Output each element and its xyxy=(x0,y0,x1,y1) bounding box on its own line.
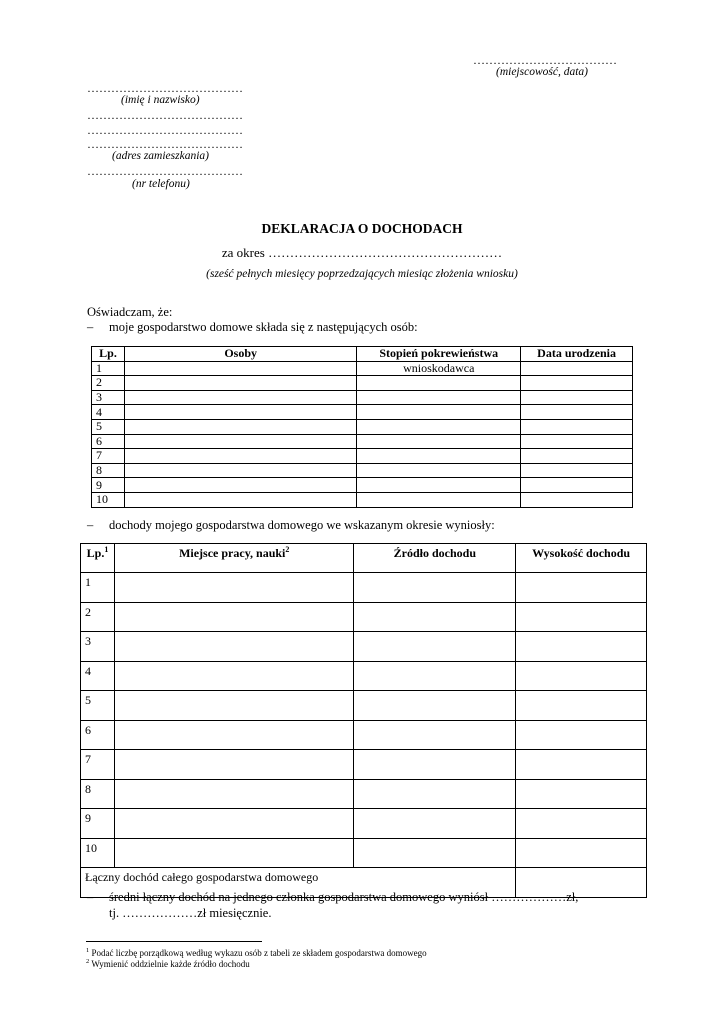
source-cell[interactable] xyxy=(354,720,516,750)
place-date-caption: (miejscowość, data) xyxy=(496,66,588,78)
footnote-2-number: 2 xyxy=(86,958,90,965)
person-cell[interactable] xyxy=(124,492,356,507)
income-header-lp-label: Lp. xyxy=(86,546,105,560)
bullet-income: dochody mojego gospodarstwa domowego we wskazanym okresie wyniosły: xyxy=(109,518,495,532)
row-number: 8 xyxy=(92,463,125,478)
relation-cell[interactable] xyxy=(357,478,521,493)
source-cell[interactable] xyxy=(354,691,516,721)
person-cell[interactable] xyxy=(124,449,356,464)
table-row xyxy=(92,434,633,449)
relation-cell[interactable] xyxy=(357,390,521,405)
household-header-lp: Lp. xyxy=(92,347,125,362)
row-number: 1 xyxy=(92,361,125,376)
footnote-1-number: 1 xyxy=(86,947,90,954)
address-dots-1: ………………………………… xyxy=(87,108,243,122)
birthdate-cell[interactable] xyxy=(521,449,633,464)
source-cell[interactable] xyxy=(354,779,516,809)
amount-cell[interactable] xyxy=(516,691,647,721)
phone-caption: (nr telefonu) xyxy=(132,178,190,190)
source-cell[interactable] xyxy=(354,632,516,662)
row-number: 9 xyxy=(92,478,125,493)
amount-cell[interactable] xyxy=(516,750,647,780)
row-number: 3 xyxy=(81,632,115,662)
row-number: 1 xyxy=(81,573,115,603)
intro-text: Oświadczam, że: xyxy=(87,305,173,319)
relation-cell[interactable] xyxy=(357,434,521,449)
place-date-dots: ……………………………… xyxy=(473,53,617,67)
table-row xyxy=(92,376,633,391)
amount-cell[interactable] xyxy=(516,602,647,632)
row-number: 6 xyxy=(81,720,115,750)
birthdate-cell[interactable] xyxy=(521,361,633,376)
amount-cell[interactable] xyxy=(516,779,647,809)
workplace-cell[interactable] xyxy=(114,750,353,780)
income-header-workplace xyxy=(114,544,353,573)
person-cell[interactable] xyxy=(124,361,356,376)
table-row xyxy=(81,750,647,780)
address-caption: (adres zamieszkania) xyxy=(112,150,209,162)
row-number: 8 xyxy=(81,779,115,809)
source-cell[interactable] xyxy=(354,602,516,632)
income-header-amount: Wysokość dochodu xyxy=(516,544,647,573)
person-cell[interactable] xyxy=(124,390,356,405)
period-line: za okres ……………………………………………… xyxy=(221,245,503,260)
table-row xyxy=(81,632,647,662)
average-income-line-1: średni łączny dochód na jednego członka gospodarstwa domowego wyniósł ………………zł, xyxy=(109,890,579,904)
table-row xyxy=(92,390,633,405)
footnote-1-text: Podać liczbę porządkową według wykazu osób z tabeli ze składem gospodarstwa domowego xyxy=(91,948,427,958)
table-row xyxy=(81,838,647,868)
relation-cell[interactable] xyxy=(357,419,521,434)
source-cell[interactable] xyxy=(354,809,516,839)
table-row xyxy=(81,809,647,839)
workplace-cell[interactable] xyxy=(114,573,353,603)
table-row xyxy=(92,492,633,507)
period-note: (sześć pełnych miesięcy poprzedzających miesiąc złożenia wniosku) xyxy=(206,268,518,280)
household-header-persons: Osoby xyxy=(124,347,356,362)
income-table xyxy=(80,543,647,898)
row-number: 2 xyxy=(92,376,125,391)
workplace-cell[interactable] xyxy=(114,720,353,750)
row-number: 7 xyxy=(92,449,125,464)
income-header-source: Źródło dochodu xyxy=(354,544,516,573)
relation-cell[interactable] xyxy=(357,449,521,464)
table-row xyxy=(92,478,633,493)
row-number: 5 xyxy=(81,691,115,721)
household-header-birthdate: Data urodzenia xyxy=(521,347,633,362)
birthdate-cell[interactable] xyxy=(521,376,633,391)
household-header-relation: Stopień pokrewieństwa xyxy=(357,347,521,362)
footnote-separator xyxy=(86,941,262,942)
table-row xyxy=(92,361,633,376)
relation-cell[interactable] xyxy=(357,463,521,478)
source-cell[interactable] xyxy=(354,838,516,868)
row-number: 4 xyxy=(92,405,125,420)
table-row xyxy=(81,720,647,750)
source-cell[interactable] xyxy=(354,573,516,603)
bullet-household: moje gospodarstwo domowe składa się z następujących osób: xyxy=(109,320,418,334)
relation-cell[interactable] xyxy=(357,492,521,507)
workplace-cell[interactable] xyxy=(114,779,353,809)
birthdate-cell[interactable] xyxy=(521,390,633,405)
bullet-dash: – xyxy=(87,320,94,334)
table-row xyxy=(81,691,647,721)
table-row xyxy=(81,602,647,632)
amount-cell[interactable] xyxy=(516,720,647,750)
average-income-line-2: tj. ………………zł miesięcznie. xyxy=(109,906,272,920)
person-cell[interactable] xyxy=(124,463,356,478)
birthdate-cell[interactable] xyxy=(521,419,633,434)
birthdate-cell[interactable] xyxy=(521,434,633,449)
name-dots: ………………………………… xyxy=(87,81,243,95)
table-row xyxy=(92,463,633,478)
person-cell[interactable] xyxy=(124,405,356,420)
total-income-label: Łączny dochód całego gospodarstwa domowego xyxy=(81,868,516,898)
row-number: 9 xyxy=(81,809,115,839)
income-header-lp xyxy=(81,544,115,573)
birthdate-cell[interactable] xyxy=(521,463,633,478)
workplace-cell[interactable] xyxy=(114,838,353,868)
workplace-cell[interactable] xyxy=(114,602,353,632)
row-number: 5 xyxy=(92,419,125,434)
table-row xyxy=(92,405,633,420)
birthdate-cell[interactable] xyxy=(521,405,633,420)
workplace-cell[interactable] xyxy=(114,661,353,691)
footnote-2-text: Wymienić oddzielnie każde źródło dochodu xyxy=(91,959,250,969)
amount-cell[interactable] xyxy=(516,809,647,839)
row-number: 3 xyxy=(92,390,125,405)
name-caption: (imię i nazwisko) xyxy=(121,94,200,106)
address-dots-2: ………………………………… xyxy=(87,123,243,137)
birthdate-cell[interactable] xyxy=(521,492,633,507)
relation-cell[interactable] xyxy=(357,376,521,391)
workplace-cell[interactable] xyxy=(114,809,353,839)
income-header-row xyxy=(81,544,647,573)
amount-cell[interactable] xyxy=(516,661,647,691)
relation-cell[interactable] xyxy=(357,405,521,420)
birthdate-cell[interactable] xyxy=(521,478,633,493)
row-number: 10 xyxy=(92,492,125,507)
phone-dots: ………………………………… xyxy=(87,164,243,178)
table-row xyxy=(92,419,633,434)
amount-cell[interactable] xyxy=(516,573,647,603)
person-cell[interactable] xyxy=(124,419,356,434)
workplace-cell[interactable] xyxy=(114,691,353,721)
page-title: DEKLARACJA O DOCHODACH xyxy=(261,221,463,236)
source-cell[interactable] xyxy=(354,661,516,691)
address-dots-3: ………………………………… xyxy=(87,137,243,151)
household-header-row xyxy=(92,347,633,362)
relation-cell[interactable]: wnioskodawca xyxy=(357,361,521,376)
person-cell[interactable] xyxy=(124,434,356,449)
person-cell[interactable] xyxy=(124,376,356,391)
table-row xyxy=(81,573,647,603)
source-cell[interactable] xyxy=(354,750,516,780)
person-cell[interactable] xyxy=(124,478,356,493)
amount-cell[interactable] xyxy=(516,632,647,662)
workplace-cell[interactable] xyxy=(114,632,353,662)
footnote-ref-2: 2 xyxy=(285,545,290,554)
income-header-workplace-label: Miejsce pracy, nauki xyxy=(179,546,286,560)
bullet-dash: – xyxy=(87,518,94,532)
household-table xyxy=(91,346,633,508)
table-row xyxy=(81,661,647,691)
row-number: 4 xyxy=(81,661,115,691)
row-number: 10 xyxy=(81,838,115,868)
table-row xyxy=(92,449,633,464)
footnote-2 xyxy=(86,959,250,969)
amount-cell[interactable] xyxy=(516,838,647,868)
row-number: 6 xyxy=(92,434,125,449)
footnote-ref-1: 1 xyxy=(104,545,109,554)
table-row xyxy=(81,779,647,809)
row-number: 7 xyxy=(81,750,115,780)
footnote-1 xyxy=(86,948,427,958)
bullet-dash: – xyxy=(87,890,94,904)
row-number: 2 xyxy=(81,602,115,632)
